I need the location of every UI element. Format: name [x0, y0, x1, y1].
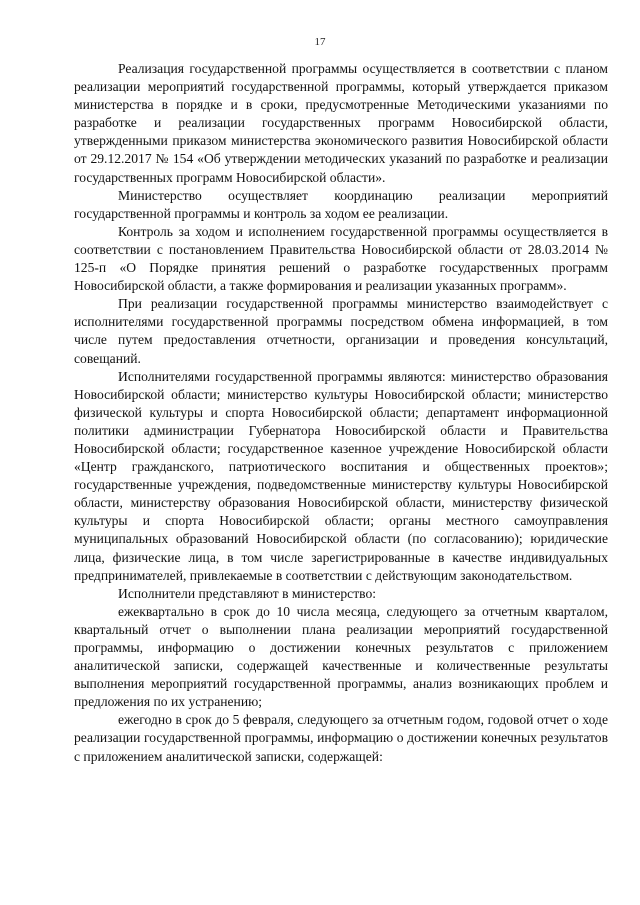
paragraph-control: Контроль за ходом и исполнением государственной программы осуществляется в соответствии с постановлением Правительства Новосибирской области от 28.03.2014 № 125-п «О Порядке принятия решений о разработке государственных программ Новосибирской области, а также формирования и реализации указанных программ».	[74, 223, 608, 294]
document-body	[74, 60, 608, 766]
paragraph-implementation-plan: Реализация государственной программы осуществляется в соответствии с планом реализации мероприятий государственной программы, который утверждается приказом министерства в порядке и в сроки, предусмотренные Методическими указаниями по разработке и реализации государственных программ Новосибирской области, утвержденными приказом министерства экономического развития Новосибирской области от 29.12.2017 № 154 «Об утверждении методических указаний по разработке и реализации государственных программ Новосибирской области».	[74, 61, 608, 185]
paragraph-executors-submit: Исполнители представляют в министерство:	[118, 585, 377, 601]
paragraph-interaction: При реализации государственной программы министерство взаимодействует с исполнителями государственной программы посредством обмена информацией, в том числе путем предоставления отчетности, организации и проведения консультаций, совещаний.	[74, 296, 608, 366]
paragraph-annual-report: ежегодно в срок до 5 февраля, следующего за отчетным годом, годовой отчет о ходе реализации государственной программы, информацию о достижении конечных результатов с приложением аналитической записки, содержащей:	[74, 712, 608, 764]
paragraph-executors: Исполнителями государственной программы являются: министерство образования Новосибирской области; министерство культуры Новосибирской области; министерство физической культуры и спорта Новосибирской области; департамент информационной политики администрации Губернатора Новосибирской области и Правительства Новосибирской области; государственное казенное учреждение Новосибирской области «Центр гражданского, патриотического воспитания и общественных проектов»; государственные учреждения, подведомственные министерству культуры Новосибирской области, министерству образования Новосибирской области, министерству физической культуры и спорта Новосибирской области; органы местного самоуправления муниципальных образований Новосибирской области (по согласованию); юридические лица, физические лица, в том числе зарегистрированные в качестве индивидуальных предпринимателей, привлекаемые в соответствии с действующим законодательством.	[74, 368, 608, 583]
paragraph-ministry-coordination: Министерство осуществляет координацию реализации мероприятий государственной программы и контроль за ходом ее реализации.	[74, 187, 608, 221]
paragraph-quarterly-report: ежеквартально в срок до 10 числа месяца, следующего за отчетным кварталом, квартальный отчет о выполнении плана реализации мероприятий государственной программы, информацию о достижении конечных результатов с приложением аналитической записки, содержащей качественные и количественные результаты выполнения мероприятий государственной программы, анализ возникающих проблем и предложения по их устранению;	[74, 603, 608, 710]
page-number: 17	[314, 36, 326, 48]
